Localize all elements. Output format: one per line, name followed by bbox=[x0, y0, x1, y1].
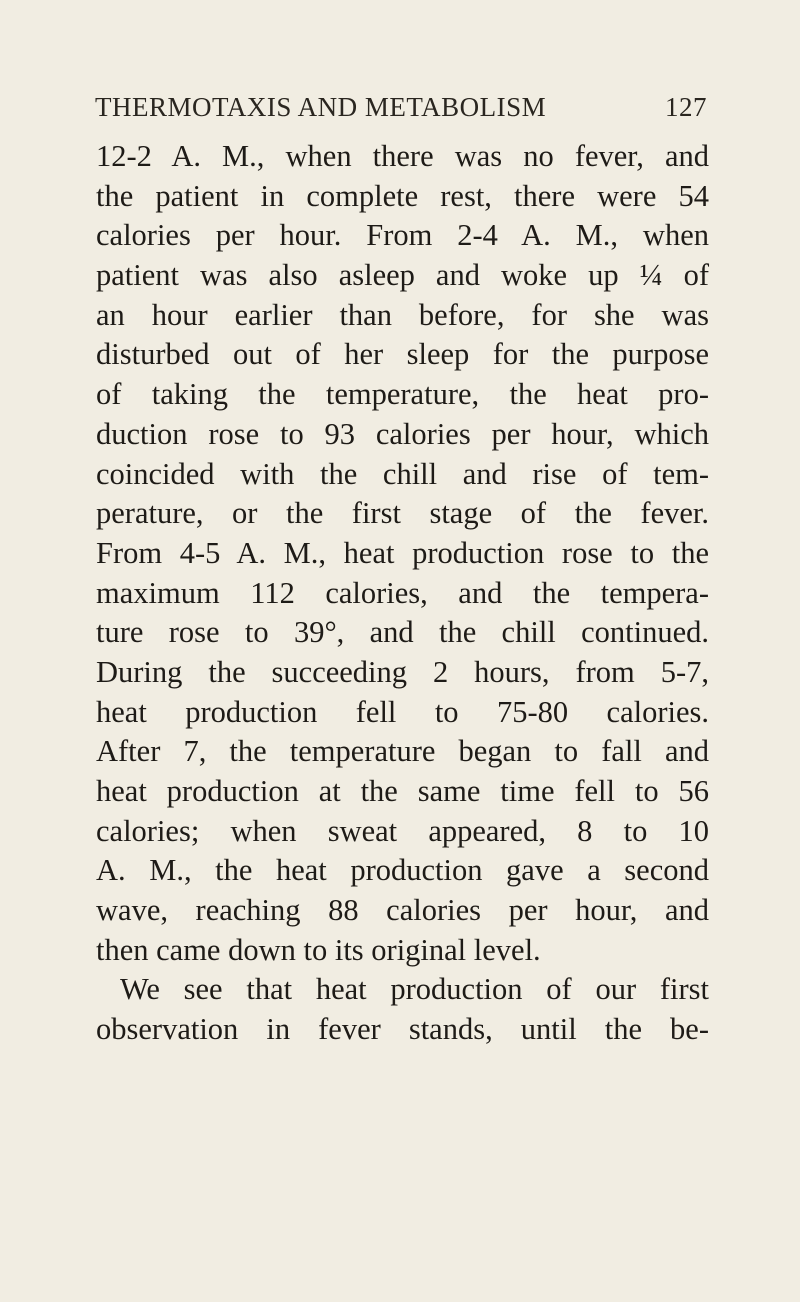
text-line: After 7, the temperature began to fall and bbox=[96, 734, 709, 769]
body-text bbox=[96, 137, 709, 1050]
text-line: calories per hour. From 2-4 A. M., when bbox=[96, 218, 709, 253]
text-line: heat production fell to 75-80 calories. bbox=[96, 694, 709, 729]
text-line: duction rose to 93 calories per hour, which bbox=[96, 416, 709, 451]
text-line: an hour earlier than before, for she was bbox=[96, 297, 709, 332]
text-line: patient was also asleep and woke up ¼ of bbox=[96, 258, 709, 293]
text-line: wave, reaching 88 calories per hour, and bbox=[96, 893, 709, 928]
text-line: maximum 112 calories, and the tempera- bbox=[96, 575, 709, 610]
text-line: disturbed out of her sleep for the purpose bbox=[96, 337, 709, 372]
text-line: perature, or the first stage of the fever. bbox=[96, 496, 709, 531]
running-title: THERMOTAXIS AND METABOLISM bbox=[95, 92, 547, 122]
text-line: A. M., the heat production gave a second bbox=[96, 853, 709, 888]
text-line: calories; when sweat appeared, 8 to 10 bbox=[96, 813, 709, 848]
text-line: observation in fever stands, until the be- bbox=[96, 1012, 709, 1047]
text-line: coincided with the chill and rise of tem- bbox=[96, 456, 709, 491]
text-line: We see that heat production of our first bbox=[120, 972, 709, 1007]
text-line: 12-2 A. M., when there was no fever, and bbox=[96, 139, 709, 173]
text-line: During the succeeding 2 hours, from 5-7, bbox=[96, 654, 709, 689]
text-line: heat production at the same time fell to 56 bbox=[96, 774, 709, 808]
text-line: then came down to its original level. bbox=[96, 932, 541, 967]
page-number: 127 bbox=[665, 92, 707, 122]
running-header bbox=[95, 92, 707, 128]
text-line: of taking the temperature, the heat pro- bbox=[96, 377, 709, 412]
text-line: ture rose to 39°, and the chill continued. bbox=[96, 615, 709, 650]
text-line: the patient in complete rest, there were 54 bbox=[96, 178, 709, 213]
text-line: From 4-5 A. M., heat production rose to the bbox=[96, 535, 709, 570]
